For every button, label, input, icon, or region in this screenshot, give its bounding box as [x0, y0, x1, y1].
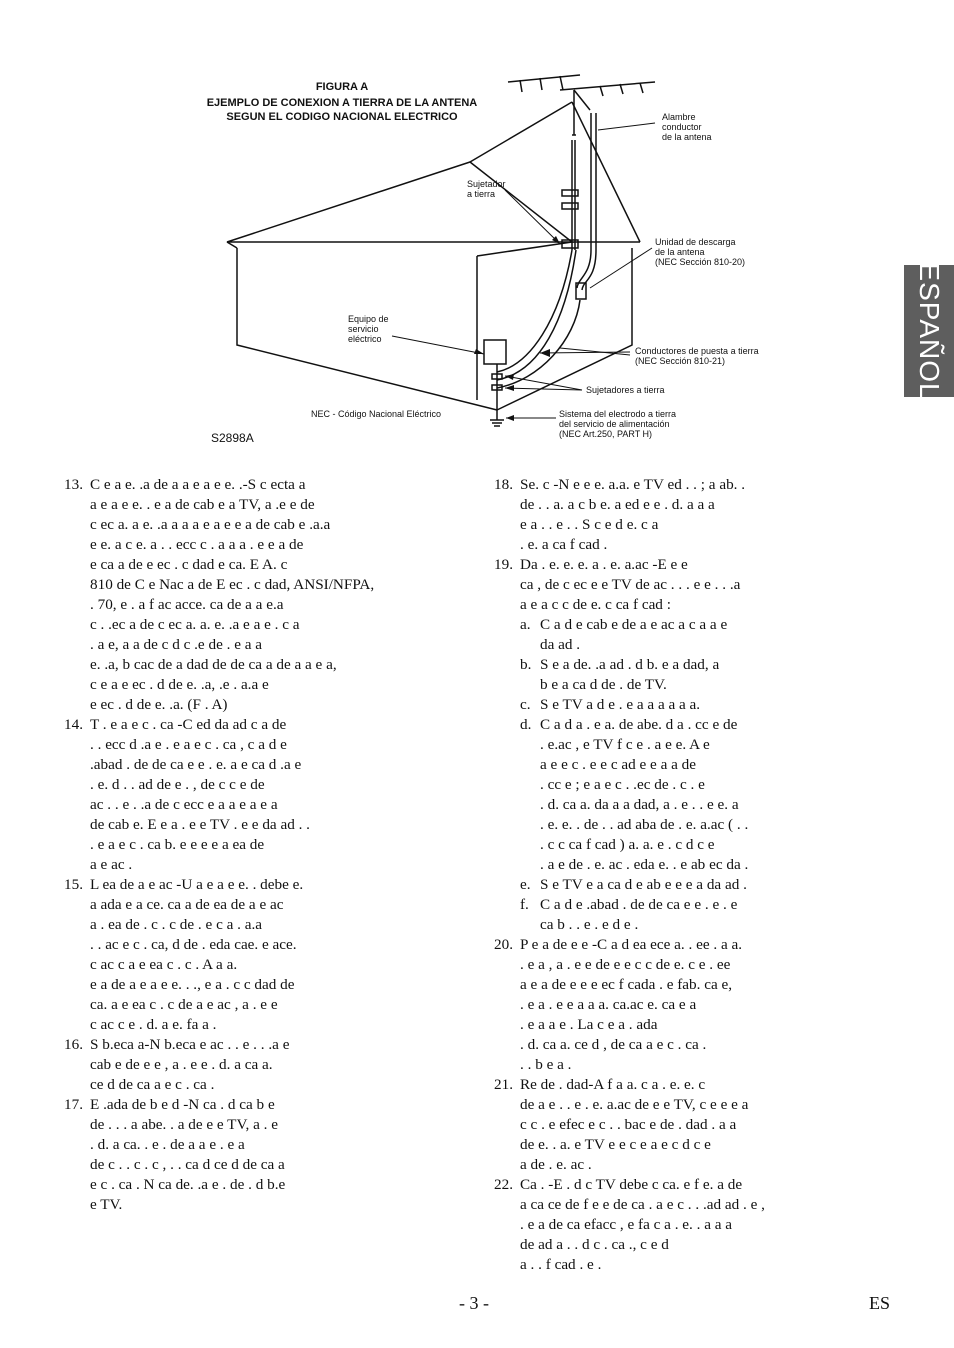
item-text: [520, 475, 894, 555]
text-line: C a d a . e a. de abe. d a . cc e de: [540, 716, 738, 733]
text-line: c e a e ec . d de e. .a, .e . a.a e: [90, 676, 269, 693]
figure-title: SEGUN EL CODIGO NACIONAL ELECTRICO: [226, 111, 458, 123]
text-line: S e a de. .a ad . d b. e a dad, a: [540, 656, 720, 673]
text-line: T . e a e c . ca -C ed da ad c a de: [90, 716, 287, 733]
text-line: . . ecc d .a e . e a e c . ca , c a d e: [90, 736, 287, 753]
sub-item: [520, 695, 894, 715]
text-line: . 70, e . a f ac acce. ca de a a e.a: [90, 596, 284, 613]
text-line: cab e de e e , a . e e . d. a ca a.: [90, 1056, 273, 1073]
text-line: S e TV e a ca d e ab e e e a da ad .: [540, 876, 747, 893]
item-text: [90, 1035, 464, 1095]
text-line: ca b . . e . e d e .: [540, 916, 639, 933]
text-line: de . . a. a c b e. a ed e e . d. a a a: [520, 496, 715, 513]
text-line: de e. . a. e TV e e c e a e c d c e: [520, 1136, 711, 1153]
text-line: e a . . e . . S c e d e. c a: [520, 516, 659, 533]
text-line: a . . f cad . e .: [520, 1256, 602, 1273]
text-line: c . .ec a de c ec a. a. e. .a e a e . c a: [90, 616, 300, 633]
text-line: . a e de . e. ac . eda e. . e ab ec da .: [540, 856, 749, 873]
sub-item: [520, 655, 894, 695]
item-text: [520, 1075, 894, 1175]
sub-item-text: [540, 615, 727, 655]
text-line: . e a de ca efacc , e fa c a . e. . a a a: [520, 1216, 733, 1233]
text-line: a ada e a ce. ca a de ea de a e ac: [90, 896, 284, 913]
sub-item-letter: e.: [520, 876, 531, 893]
instruction-item: [64, 875, 464, 1035]
sub-item-text: [540, 875, 747, 895]
text-line: .abad . de de ca e e . e. a e ca d .a e: [90, 756, 302, 773]
text-line: L ea de a e ac -U a e a e e. . debe e.: [90, 876, 304, 893]
text-line: ce d de ca a e c . ca .: [90, 1076, 215, 1093]
label-nec: NEC - Código Nacional Eléctrico: [311, 409, 442, 419]
item-number: 15.: [64, 876, 83, 893]
item-text: [90, 875, 464, 1035]
item-number: 20.: [494, 936, 513, 953]
sub-item-letter: b.: [520, 656, 532, 673]
text-line: . e.ac , e TV f c e . a e e. A e: [540, 736, 710, 753]
sub-item-letter: d.: [520, 716, 532, 733]
text-line: a de . e. ac .: [520, 1156, 592, 1173]
text-line: a e a de e e e ec f cada . e fab. ca e,: [520, 976, 733, 993]
sub-item: [520, 615, 894, 655]
text-line: ca , de c ec e e TV de ac . . . e e . . .a: [520, 576, 741, 593]
label-service-equipment: Equipo de servicio eléctrico: [348, 314, 389, 344]
item-text: [520, 555, 894, 935]
label-electrode-system: Sistema del electrodo a tierra del servicio de alimentación (NEC Art.250, PART H): [559, 409, 677, 439]
sub-item-letter: a.: [520, 616, 531, 633]
text-line: . a e, a a de c d c .e de . e a a: [90, 636, 263, 653]
text-line: de . . . a abe. . a de e e TV, a . e: [90, 1116, 278, 1133]
sub-item-text: [540, 655, 719, 695]
house-antenna-drawing: [0, 0, 954, 460]
text-line: C a d e .abad . de de ca e e . e . e: [540, 896, 738, 913]
label-ground-clamp: Sujetador a tierra: [467, 179, 506, 199]
item-text: [90, 715, 464, 875]
text-line: a e e c . e e c ad e e a a de: [540, 756, 696, 773]
text-line: a e a c c de e. c ca f cad :: [520, 596, 671, 613]
text-line: a e ac .: [90, 856, 133, 873]
left-column: [64, 475, 464, 1215]
text-line: E .ada de b e d -N ca . d ca b e: [90, 1096, 275, 1113]
text-line: . c c ca f cad ) a. a. e . c d c e: [540, 836, 715, 853]
text-line: Re de . dad-A f a a. c a . e. e. c: [520, 1076, 706, 1093]
text-line: e TV.: [90, 1196, 123, 1213]
text-line: . e. d . . ad de e . , de c c e de: [90, 776, 265, 793]
item-text: [90, 475, 464, 715]
sub-item: [520, 875, 894, 895]
text-line: . e a a e . La c e a . ada: [520, 1016, 658, 1033]
instruction-item: [64, 475, 464, 715]
text-line: e c . ca . N ca de. .a e . de . d b.e: [90, 1176, 286, 1193]
text-line: 810 de C e Nac a de E ec . c dad, ANSI/NFPA,: [90, 576, 375, 593]
instruction-item: [494, 1075, 894, 1175]
text-line: a ca ce de f e e de ca . a e c . . .ad ad . e ,: [520, 1196, 765, 1213]
language-tab-label: ESPAÑOL: [914, 262, 945, 400]
text-line: ac . . e . .a de c ecc e a a e a e a: [90, 796, 278, 813]
item-number: 19.: [494, 556, 513, 573]
text-line: . e a , a . e e de e e c c de e. c e . ee: [520, 956, 731, 973]
item-number: 14.: [64, 716, 83, 733]
label-antenna-wire: Alambre conductor de la antena: [662, 112, 712, 142]
text-line: . e a e c . ca b. e e e e a ea de: [90, 836, 265, 853]
instruction-item: [494, 935, 894, 1075]
text-line: . e a . e e a a a. ca.ac e. ca e a: [520, 996, 697, 1013]
instruction-item: [64, 715, 464, 875]
page-number: - 3 -: [459, 1293, 489, 1313]
text-line: e ec . d de e. .a. (F . A): [90, 696, 228, 713]
text-line: c ac c e . d. a e. fa a .: [90, 1016, 217, 1033]
text-line: S e TV a d e . e a a a a a a.: [540, 696, 701, 713]
sub-item: [520, 715, 894, 875]
text-line: e ca a de e ec . c dad e ca. E A. c: [90, 556, 288, 573]
figure-code: S2898A: [211, 431, 254, 445]
instruction-item: [494, 555, 894, 935]
text-line: P e a de e e -C a d ea ece a. . ee . a a.: [520, 936, 743, 953]
antenna-grounding-figure: [0, 0, 954, 460]
item-number: 18.: [494, 476, 513, 493]
figure-title: FIGURA A: [315, 81, 369, 93]
text-line: c c . e efec e c . . bac e de . dad . a a: [520, 1116, 737, 1133]
instruction-item: [64, 1095, 464, 1215]
item-text: [520, 935, 894, 1075]
text-line: S b.eca a-N b.eca e ac . . e . . .a e: [90, 1036, 290, 1053]
text-line: . e. e. . de . . ad aba de . e. a.ac ( . .: [540, 816, 749, 833]
text-line: a e a e e. . e a de cab e a TV, a .e e de: [90, 496, 315, 513]
text-line: . e. a ca f cad .: [520, 536, 608, 553]
item-number: 16.: [64, 1036, 83, 1053]
text-line: . d. ca a. ce d , de ca a e c . ca .: [520, 1036, 707, 1053]
text-line: . . b e a .: [520, 1056, 572, 1073]
sub-item-text: [540, 895, 737, 935]
text-line: . . ac e c . ca, d de . eda cae. e ace.: [90, 936, 297, 953]
text-line: da ad .: [540, 636, 581, 653]
label-grounding-conductors: Conductores de puesta a tierra (NEC Sección 810-21): [635, 346, 759, 366]
text-line: de c . . c . c , . . ca d ce d de ca a: [90, 1156, 285, 1173]
sub-item-letter: c.: [520, 696, 531, 713]
text-line: e a de a e a e e. . ., e a . c c dad de: [90, 976, 295, 993]
text-line: c ec a. a e. .a a a a e a e e a de cab e .a.a: [90, 516, 331, 533]
text-line: de cab e. E e a . e e TV . e e da ad . .: [90, 816, 310, 833]
text-line: de ad a . . d c . ca ., c e d: [520, 1236, 669, 1253]
text-line: . d. ca a. da a a dad, a . e . . e e. a: [540, 796, 739, 813]
sub-item-letter: f.: [520, 896, 529, 913]
text-line: e. .a, b cac de a dad de de ca a de a a e a,: [90, 656, 337, 673]
item-number: 17.: [64, 1096, 83, 1113]
sub-item-text: [540, 695, 700, 715]
text-line: de a e . . e . e. a.ac de e e TV, c e e e a: [520, 1096, 749, 1113]
sub-item: [520, 895, 894, 935]
item-number: 13.: [64, 476, 83, 493]
text-line: Se. c -N e e e. a.a. e TV ed . . ; a ab. .: [520, 476, 746, 493]
text-line: b e a ca d de . de TV.: [540, 676, 667, 693]
language-tab: [904, 262, 954, 400]
right-column: [494, 475, 894, 1275]
text-line: c ac c a e ea c . c . A a a.: [90, 956, 238, 973]
label-discharge-unit: Unidad de descarga de la antena (NEC Sección 810-20): [655, 237, 746, 267]
text-line: . d. a ca. . e . de a a e . e a: [90, 1136, 245, 1153]
text-line: ca. a e ea c . c de a e ac , a . e e: [90, 996, 278, 1013]
sub-item-text: [540, 715, 748, 875]
text-line: Da . e. e. e. a . e. a.ac -E e e: [520, 556, 688, 573]
item-number: 22.: [494, 1176, 513, 1193]
figure-title: EJEMPLO DE CONEXION A TIERRA DE LA ANTENA: [206, 97, 478, 109]
instruction-item: [494, 1175, 894, 1275]
text-line: C e a e. .a de a a e a e e. .-S c ecta a: [90, 476, 306, 493]
text-line: C a d e cab e de a e ac a c a a e: [540, 616, 728, 633]
text-line: e e. a c e. a . . ecc c . a a a . e e a de: [90, 536, 304, 553]
label-ground-clamps: Sujetadores a tierra: [586, 385, 665, 395]
text-line: Ca . -E . d c TV debe c ca. e f e. a de: [520, 1176, 743, 1193]
language-code: ES: [869, 1293, 891, 1313]
text-line: a . ea de . c . c de . e c a . a.a: [90, 916, 263, 933]
item-text: [520, 1175, 894, 1275]
item-text: [90, 1095, 464, 1215]
item-number: 21.: [494, 1076, 513, 1093]
text-line: . cc e ; e a e c . .ec de . c . e: [540, 776, 705, 793]
instruction-item: [64, 1035, 464, 1095]
instruction-item: [494, 475, 894, 555]
